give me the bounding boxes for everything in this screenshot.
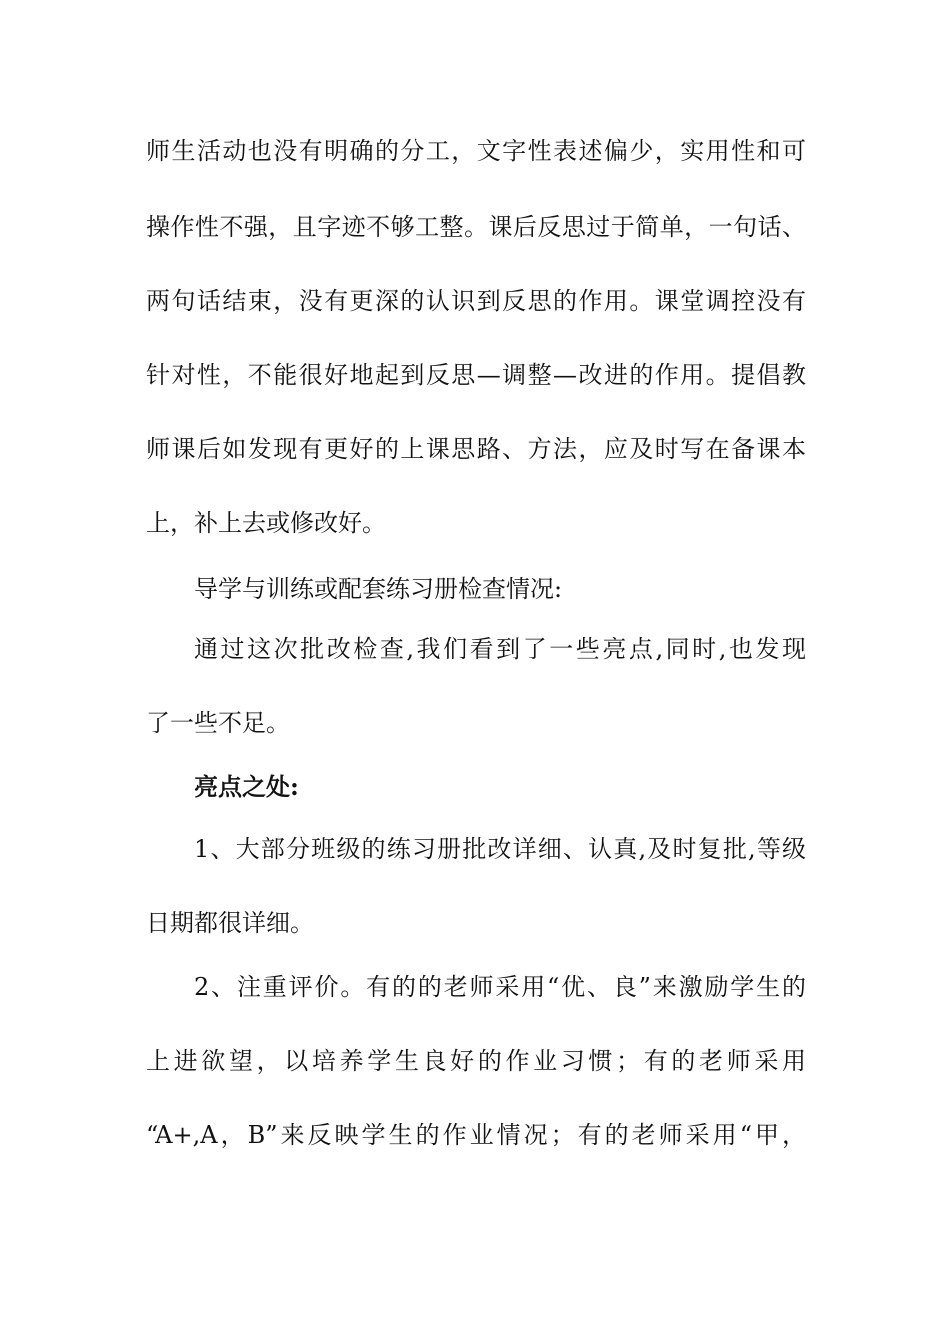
highlights-heading: 亮点之处:: [194, 772, 299, 801]
list-item-line: 上进欲望，以培养学生良好的作业习惯；有的老师采用: [146, 1047, 806, 1075]
paragraph-line: 了一些不足。: [146, 709, 290, 737]
paragraph-line: 通过这次批改检查,我们看到了一些亮点,同时,也发现: [194, 635, 806, 663]
paragraph-line: 师生活动也没有明确的分工，文字性表述偏少，实用性和可: [146, 137, 806, 165]
paragraph-line: 操作性不强，且字迹不够工整。课后反思过于简单，一句话、: [146, 213, 806, 241]
section-heading: 导学与训练或配套练习册检查情况:: [194, 575, 563, 603]
list-item-line: 日期都很详细。: [146, 909, 314, 937]
paragraph-line: 针对性，不能很好地起到反思—调整—改进的作用。提倡教: [146, 361, 806, 389]
paragraph-line: 两句话结束，没有更深的认识到反思的作用。课堂调控没有: [146, 287, 806, 315]
list-item-line: 2、注重评价。有的的老师采用“优、良”来激励学生的: [194, 973, 806, 1001]
paragraph-line: 师课后如发现有更好的上课思路、方法，应及时写在备课本: [146, 435, 806, 463]
list-item-line: 1、大部分班级的练习册批改详细、认真,及时复批,等级: [194, 835, 806, 863]
paragraph-line: 上，补上去或修改好。: [146, 509, 386, 537]
list-item-line: “A+,A，B”来反映学生的作业情况；有的老师采用“甲，: [146, 1121, 806, 1149]
